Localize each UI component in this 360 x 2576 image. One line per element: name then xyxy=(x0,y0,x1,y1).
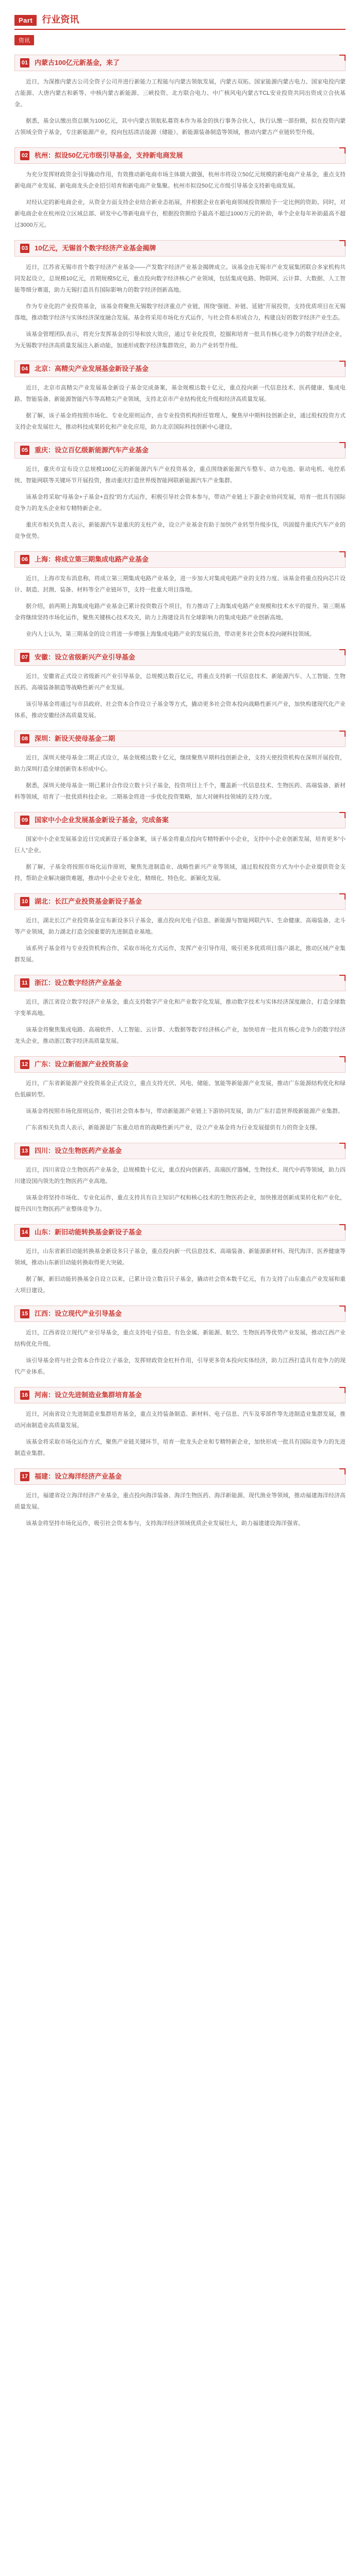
news-body xyxy=(14,1327,346,1378)
news-headline xyxy=(14,649,346,666)
news-paragraph: 作为专业化的产业投资基金，该基金将聚焦无锡数字经济重点产业链，围绕“强链、补链、延链”开展投资，支持优质项目在无锡落地，推动数字经济与实体经济深度融合发展。基金将采用市场化方式运作，与社会资本形成合力，构建良好的数字经济产业生态。 xyxy=(14,303,346,321)
news-paragraph: 该基金将坚持市场化运作，吸引社会资本参与，支持海洋经济领域优质企业发展壮大，助力福建建设海洋强省。 xyxy=(26,1520,304,1527)
news-headline xyxy=(14,975,346,991)
news-body xyxy=(14,1409,346,1459)
news-paragraph: 据了解，子基金将按照市场化运作原则，聚焦先进制造业、战略性新兴产业等领域，通过股权投资方式为中小企业提供资金支持，帮助企业解决融资难题，推动中小企业专业化、精细化、特色化、新颖化发展。 xyxy=(14,864,346,882)
news-number-badge: 17 xyxy=(20,1472,29,1481)
news-headline xyxy=(14,893,346,910)
news-number-badge: 07 xyxy=(20,653,29,662)
news-paragraph: 据悉，深圳天使母基金一期已累计合作设立数十只子基金，投资项目上千个，覆盖新一代信息技术、生物医药、高端装备、新材料等领域，培育了一批优质科技企业。二期基金将进一步优化投资策略，加大对硬科技领域的支持力度。 xyxy=(14,783,346,800)
news-number-badge: 09 xyxy=(20,816,29,825)
news-body xyxy=(14,996,346,1047)
news-number-badge: 11 xyxy=(20,978,29,988)
news-paragraph: 近日，江苏省无锡市首个数字经济产业基金——产发数字经济产业基金揭牌成立。该基金由无锡市产业发展集团联合多家机构共同发起设立，总规模10亿元，首期规模5亿元，重点投向数字经济核心产业领域，包括集成电路、物联网、云计算、大数据、人工智能等细分赛道，助力无锡打造具有国际影响力的数字经济创新高地。 xyxy=(14,264,346,293)
news-headline xyxy=(14,1056,346,1073)
news-headline-text: 内蒙古100亿元新基金，来了 xyxy=(35,59,120,66)
news-headline xyxy=(14,1387,346,1403)
news-paragraph: 该基金将采取“母基金+子基金+直投”的方式运作，积极引导社会资本参与，带动产业链上下游企业协同发展，培育一批具有国际竞争力的龙头企业和专精特新企业。 xyxy=(14,494,346,512)
section-header xyxy=(14,0,346,30)
news-headline-text: 安徽：设立省级新兴产业引导基金 xyxy=(35,653,136,661)
news-paragraph: 该引导基金将通过与市县政府、社会资本合作设立子基金等方式，撬动更多社会资本投向战略性新兴产业，加快构建现代化产业体系，推动安徽经济高质量发展。 xyxy=(14,701,346,719)
news-number-badge: 15 xyxy=(20,1309,29,1318)
news-body xyxy=(14,671,346,721)
news-paragraph: 据介绍，前两期上海集成电路产业基金已累计投资数百个项目，有力推动了上海集成电路产业规模和技术水平的提升。第三期基金将继续坚持市场化运作，聚焦关键核心技术攻关，助力上海建设具有全球影响力的集成电路产业创新高地。 xyxy=(14,603,346,621)
section-title: 行业资讯 xyxy=(42,14,79,25)
part-tag: Part xyxy=(14,15,37,26)
news-number-badge: 14 xyxy=(20,1228,29,1237)
news-paragraph: 近日，安徽省正式设立省级新兴产业引导基金，总规模达数百亿元，将重点支持新一代信息技术、新能源汽车、人工智能、生物医药、高端装备制造等战略性新兴产业发展。 xyxy=(14,673,346,691)
news-paragraph: 该系列子基金将与专业投资机构合作，采取市场化方式运作，发挥产业引导作用，吸引更多优质项目落户湖北，推动区域产业集群发展。 xyxy=(14,945,346,963)
news-item xyxy=(14,893,346,965)
news-paragraph: 该引导基金将与社会资本合作设立子基金，发挥财政资金杠杆作用，引导更多资本投向实体经济，助力江西打造具有竞争力的现代产业体系。 xyxy=(14,1358,346,1375)
news-item xyxy=(14,1387,346,1459)
news-body xyxy=(14,1490,346,1529)
news-paragraph: 近日，山东省新旧动能转换基金新设多只子基金，重点投向新一代信息技术、高端装备、新能源新材料、现代海洋、医养健康等领域，推动山东新旧动能转换取得更大突破。 xyxy=(14,1248,346,1266)
news-item xyxy=(14,1143,346,1215)
news-item xyxy=(14,975,346,1047)
news-headline xyxy=(14,731,346,747)
headline-corner-decoration xyxy=(339,240,346,246)
news-headline xyxy=(14,147,346,164)
news-number-badge: 06 xyxy=(20,555,29,564)
news-paragraph: 近日，河南省设立先进制造业集群培育基金，重点支持装备制造、新材料、电子信息、汽车及零部件等先进制造业集群发展，推动河南制造业高质量发展。 xyxy=(14,1411,346,1429)
news-paragraph: 该基金将坚持市场化、专业化运作，重点支持具有自主知识产权和核心技术的生物医药企业，加快推进创新成果转化和产业化，提升四川生物医药产业整体竞争力。 xyxy=(14,1195,346,1212)
news-body xyxy=(14,834,346,884)
news-paragraph: 近日，广东省新能源产业投资基金正式设立，重点支持光伏、风电、储能、氢能等新能源产业发展，推动广东能源结构优化和绿色低碳转型。 xyxy=(14,1080,346,1098)
news-headline xyxy=(14,1143,346,1159)
news-body xyxy=(14,262,346,351)
news-paragraph: 近日，湖北长江产业投资基金宣布新设多只子基金，重点投向光电子信息、新能源与智能网联汽车、生命健康、高端装备、北斗等产业领域，助力湖北打造全国重要的先进制造业基地。 xyxy=(14,918,346,935)
news-headline-text: 湖北：长江产业投资基金新设子基金 xyxy=(35,897,142,905)
headline-corner-decoration xyxy=(339,442,346,448)
news-paragraph: 据了解，新旧动能转换基金自设立以来，已累计设立数百只子基金，撬动社会资本数千亿元，有力支持了山东重点产业发展和重大项目建设。 xyxy=(14,1276,346,1294)
headline-corner-decoration xyxy=(339,147,346,154)
news-paragraph: 为充分发挥财政资金引导撬动作用，有效推动新电商市场主体做大做强，杭州市将设立50亿元规模的新电商产业基金，重点支持新电商产业发展、新电商龙头企业招引培育和新电商产业集聚。杭州市拟设50亿元市级引导基金支持新电商发展。 xyxy=(14,172,346,189)
headline-corner-decoration xyxy=(339,731,346,737)
news-paragraph: 国家中小企业发展基金近日完成新设子基金备案，该子基金将重点投向专精特新中小企业，支持中小企业创新发展，培育更多“小巨人”企业。 xyxy=(14,836,346,854)
news-list xyxy=(0,55,360,1529)
news-headline xyxy=(14,442,346,459)
news-item xyxy=(14,1224,346,1296)
news-headline xyxy=(14,1306,346,1322)
news-headline-text: 重庆：设立百亿级新能源汽车产业基金 xyxy=(35,446,149,454)
news-body xyxy=(14,464,346,542)
news-headline xyxy=(14,361,346,377)
news-item xyxy=(14,731,346,803)
news-paragraph: 广东省相关负责人表示，新能源是广东重点培育的战略性新兴产业，设立产业基金将为行业发展提供有力的资金支撑。 xyxy=(26,1125,321,1131)
news-paragraph: 该基金将聚焦集成电路、高端软件、人工智能、云计算、大数据等数字经济核心产业，加快培育一批具有核心竞争力的数字经济龙头企业，推动浙江数字经济高质量发展。 xyxy=(14,1027,346,1044)
news-paragraph: 据了解，该子基金将按照市场化、专业化原则运作，由专业投资机构担任管理人，聚焦早中期科技创新企业，通过股权投资方式支持企业发展壮大，推动科技成果转化和产业化应用，助力北京国际科技创新中心建设。 xyxy=(14,413,346,430)
news-headline-text: 10亿元，无锡首个数字经济产业基金揭牌 xyxy=(35,244,156,252)
headline-corner-decoration xyxy=(339,975,346,981)
news-body xyxy=(14,573,346,640)
news-paragraph: 近日，北京市高精尖产业发展基金新设子基金完成备案，基金规模达数十亿元，重点投向新一代信息技术、医药健康、集成电路、智能装备、新能源智能汽车等高精尖产业领域，支持北京市产业结构优化升级和经济高质量发展。 xyxy=(14,385,346,402)
news-headline xyxy=(14,551,346,568)
news-headline-text: 山东：新旧动能转换基金新设子基金 xyxy=(35,1228,142,1236)
news-paragraph: 对经认定的新电商企业，从资金方面支持企业结合新业态拓展，并根据企业在新电商领域投资额给予一定比例的资助。同时，对新电商企业在杭州设立区域总部、研发中心等新电商平台，根据投资额给予最高不超过1000万元的补助，单个企业每年补助最高不超过3000万元。 xyxy=(14,199,346,228)
news-paragraph: 该基金将按照市场化原则运作，吸引社会资本参与，带动新能源产业链上下游协同发展，助力广东打造世界级新能源产业集群。 xyxy=(26,1108,343,1114)
news-body xyxy=(14,382,346,433)
news-headline xyxy=(14,55,346,71)
news-paragraph: 该基金将采取市场化运作方式，聚焦产业链关键环节，培育一批龙头企业和专精特新企业，加快形成一批具有国际竞争力的先进制造业集群。 xyxy=(14,1439,346,1456)
news-paragraph: 近日，浙江省设立数字经济产业基金，重点支持数字产业化和产业数字化发展，推动数字技术与实体经济深度融合，打造全球数字变革高地。 xyxy=(14,999,346,1016)
sub-tag: 资讯 xyxy=(14,35,34,45)
headline-corner-decoration xyxy=(339,1143,346,1149)
news-headline xyxy=(14,240,346,257)
news-number-badge: 13 xyxy=(20,1146,29,1156)
news-paragraph: 重庆市相关负责人表示，新能源汽车是重庆的支柱产业，设立产业基金有助于加快产业转型升级步伐，巩固提升重庆汽车产业的竞争优势。 xyxy=(14,522,346,539)
headline-corner-decoration xyxy=(339,1056,346,1062)
news-body xyxy=(14,1246,346,1296)
news-paragraph: 近日，上海市发布消息称，将成立第三期集成电路产业基金，进一步加大对集成电路产业的支持力度。该基金将重点投向芯片设计、制造、封测、装备、材料等全产业链环节，支持一批重大项目落地。 xyxy=(14,575,346,593)
news-body xyxy=(14,1078,346,1133)
news-body xyxy=(14,915,346,965)
news-headline xyxy=(14,1468,346,1485)
headline-corner-decoration xyxy=(339,55,346,61)
news-item xyxy=(14,55,346,138)
headline-corner-decoration xyxy=(339,1224,346,1230)
news-headline-text: 福建：设立海洋经济产业基金 xyxy=(35,1472,122,1480)
news-item xyxy=(14,240,346,351)
news-item xyxy=(14,649,346,721)
news-number-badge: 03 xyxy=(20,244,29,253)
news-paragraph: 近日，为深推内蒙古公司全资子公司并进行新能力工程能与内蒙古领航发展，内蒙古双拓、国家能源内蒙古电力、国家电投内蒙古能源、大唐内蒙古和新等、中核内蒙古新能源、三峡投资、北方联合电力、中广核风电内蒙古TCL安业投资共同出资成立合伙基金。 xyxy=(14,79,346,108)
news-item xyxy=(14,812,346,884)
news-headline-text: 深圳：新设天使母基金二期 xyxy=(35,735,116,742)
news-number-badge: 10 xyxy=(20,897,29,906)
news-item xyxy=(14,442,346,542)
news-paragraph: 近日，深圳天使母基金二期正式设立，基金规模达数十亿元，继续聚焦早期科技创新企业，支持天使投资机构在深圳开展投资，助力深圳打造全球创新资本形成中心。 xyxy=(14,755,346,772)
news-number-badge: 08 xyxy=(20,734,29,743)
news-body xyxy=(14,76,346,138)
news-paragraph: 该基金管理团队表示，将充分发挥基金的引导和放大效应，通过专业化投资，挖掘和培育一批具有核心竞争力的数字经济企业，为无锡数字经济高质量发展注入新动能，加速形成数字经济集群效应，助力产业转型升级。 xyxy=(14,331,346,349)
news-number-badge: 01 xyxy=(20,58,29,67)
news-headline xyxy=(14,812,346,828)
news-item xyxy=(14,147,346,231)
news-paragraph: 业内人士认为，第三期基金的设立将进一步增强上海集成电路产业的发展后劲，带动更多社会资本投向硬科技领域。 xyxy=(26,631,315,637)
news-paragraph: 近日，江西省设立现代产业引导基金，重点支持电子信息、有色金属、新能源、航空、生物医药等优势产业发展，推动江西产业结构优化升级。 xyxy=(14,1330,346,1347)
sub-tag-row xyxy=(14,35,346,45)
headline-corner-decoration xyxy=(339,1306,346,1312)
news-headline-text: 广东：设立新能源产业投资基金 xyxy=(35,1060,129,1068)
news-body xyxy=(14,169,346,231)
news-paragraph: 近日，重庆市宣布设立总规模100亿元的新能源汽车产业投资基金，重点围绕新能源汽车整车、动力电池、驱动电机、电控系统、智能网联等关键环节开展投资，推动重庆打造世界级智能网联新能源汽车产业集群。 xyxy=(14,466,346,484)
news-number-badge: 16 xyxy=(20,1391,29,1400)
news-paragraph: 近日，四川省设立生物医药产业基金，总规模数十亿元，重点投向创新药、高端医疗器械、生物技术、现代中药等领域，助力四川建设国内领先的生物医药产业高地。 xyxy=(14,1167,346,1184)
headline-corner-decoration xyxy=(339,812,346,818)
news-number-badge: 05 xyxy=(20,446,29,455)
news-paragraph: 近日，福建省设立海洋经济产业基金，重点投向海洋装备、海洋生物医药、海洋新能源、现代渔业等领域，推动福建海洋经济高质量发展。 xyxy=(14,1493,346,1510)
news-item xyxy=(14,1306,346,1378)
news-body xyxy=(14,1164,346,1215)
headline-corner-decoration xyxy=(339,361,346,367)
news-headline-text: 江西：设立现代产业引导基金 xyxy=(35,1310,122,1317)
headline-corner-decoration xyxy=(339,551,346,557)
news-headline-text: 北京：高精尖产业发展基金新设子基金 xyxy=(35,365,149,372)
news-body xyxy=(14,752,346,803)
news-headline-text: 河南：设立先进制造业集群培育基金 xyxy=(35,1391,142,1399)
headline-corner-decoration xyxy=(339,649,346,655)
news-headline-text: 四川：设立生物医药产业基金 xyxy=(35,1147,122,1155)
news-headline xyxy=(14,1224,346,1241)
news-number-badge: 02 xyxy=(20,151,29,160)
news-item xyxy=(14,361,346,433)
headline-corner-decoration xyxy=(339,1468,346,1475)
news-item xyxy=(14,1468,346,1529)
news-item xyxy=(14,551,346,640)
headline-corner-decoration xyxy=(339,893,346,900)
news-number-badge: 04 xyxy=(20,364,29,374)
news-item xyxy=(14,1056,346,1133)
news-headline-text: 浙江：设立数字经济产业基金 xyxy=(35,979,122,987)
news-headline-text: 国家中小企业发展基金新设子基金，完成备案 xyxy=(35,816,169,824)
news-paragraph: 据悉，基金认缴出资总额为100亿元，其中内蒙古领航私募资本作为基金的执行事务合伙人，执行认缴一部份额，拟在投资内蒙古领域全资子基金，专注新能源产业，投向包括清洁能源（储能）、新能源装备制造等领域，推动内蒙古产业链转型升级。 xyxy=(14,118,346,135)
news-headline-text: 杭州：拟设50亿元市级引导基金，支持新电商发展 xyxy=(35,151,183,159)
news-number-badge: 12 xyxy=(20,1060,29,1069)
headline-corner-decoration xyxy=(339,1387,346,1393)
news-headline-text: 上海：将成立第三期集成电路产业基金 xyxy=(35,555,149,563)
